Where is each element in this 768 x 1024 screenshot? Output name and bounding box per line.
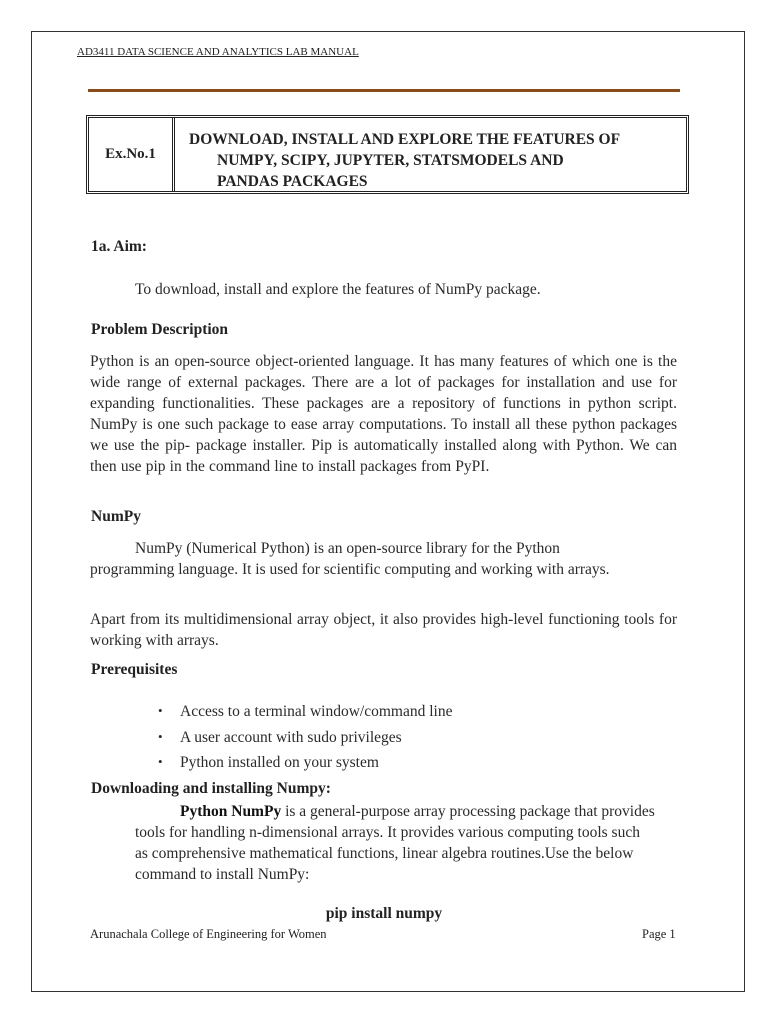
manual-header: AD3411 DATA SCIENCE AND ANALYTICS LAB MANUAL xyxy=(77,46,359,58)
bullet-icon: • xyxy=(158,703,163,718)
problem-description: Python is an open-source object-oriented language. It has many features of which one is the wide range of external packages. There are a lot of packages for installation and use for expanding functionalities. These packages are a repository of functions in python script. NumPy is one such package to ease array computations. To install all these python packages we use the pip- package installer. Pip is automatically installed along with Python. We can then use pip in the command line to install packages from PyPI. xyxy=(90,353,677,475)
list-item xyxy=(158,754,452,780)
install-heading: Downloading and installing Numpy: xyxy=(91,780,331,797)
list-item-text: Access to a terminal window/command line xyxy=(180,703,453,720)
list-item-text: Python installed on your system xyxy=(180,754,379,771)
list-item xyxy=(158,703,453,729)
bullet-icon: • xyxy=(158,754,163,769)
install-text: is a general-purpose array processing package that provides tools for handling n-dimensional arrays. It provides various computing tools such as comprehensive mathematical functions, linear algebra routines.Use the below command to install NumPy: xyxy=(135,803,655,883)
footer-college: Arunachala College of Engineering for Women xyxy=(90,927,327,941)
problem-heading: Problem Description xyxy=(91,321,229,338)
exercise-number: Ex.No.1 xyxy=(89,118,175,191)
aim-heading: 1a. Aim: xyxy=(91,238,147,255)
prerequisites-heading: Prerequisites xyxy=(91,661,178,678)
numpy-para1: NumPy (Numerical Python) is an open-source library for the Python programming language. It is used for scientific computing and working with arrays. xyxy=(90,540,610,578)
exercise-title-line2: NUMPY, SCIPY, JUPYTER, STATSMODELS AND xyxy=(217,152,564,169)
list-item-text: A user account with sudo privileges xyxy=(180,728,402,746)
numpy-para2: Apart from its multidimensional array object, it also provides high-level functioning tools for working with arrays. xyxy=(90,611,677,649)
exercise-title-line1: DOWNLOAD, INSTALL AND EXPLORE THE FEATURES OF xyxy=(189,131,621,148)
prerequisites-list xyxy=(158,703,453,780)
numpy-heading: NumPy xyxy=(91,508,141,525)
header-rule xyxy=(88,89,680,92)
list-item xyxy=(158,728,452,755)
exercise-title-box xyxy=(86,115,689,194)
footer-page-number: Page 1 xyxy=(642,927,676,941)
exercise-title xyxy=(175,118,686,191)
bullet-icon: • xyxy=(158,728,163,744)
exercise-title-line3: PANDAS PACKAGES xyxy=(217,173,368,190)
install-paragraph xyxy=(135,801,655,885)
install-bold-lead: Python NumPy xyxy=(180,803,282,820)
aim-text: To download, install and explore the features of NumPy package. xyxy=(135,281,541,298)
install-command: pip install numpy xyxy=(325,905,443,922)
